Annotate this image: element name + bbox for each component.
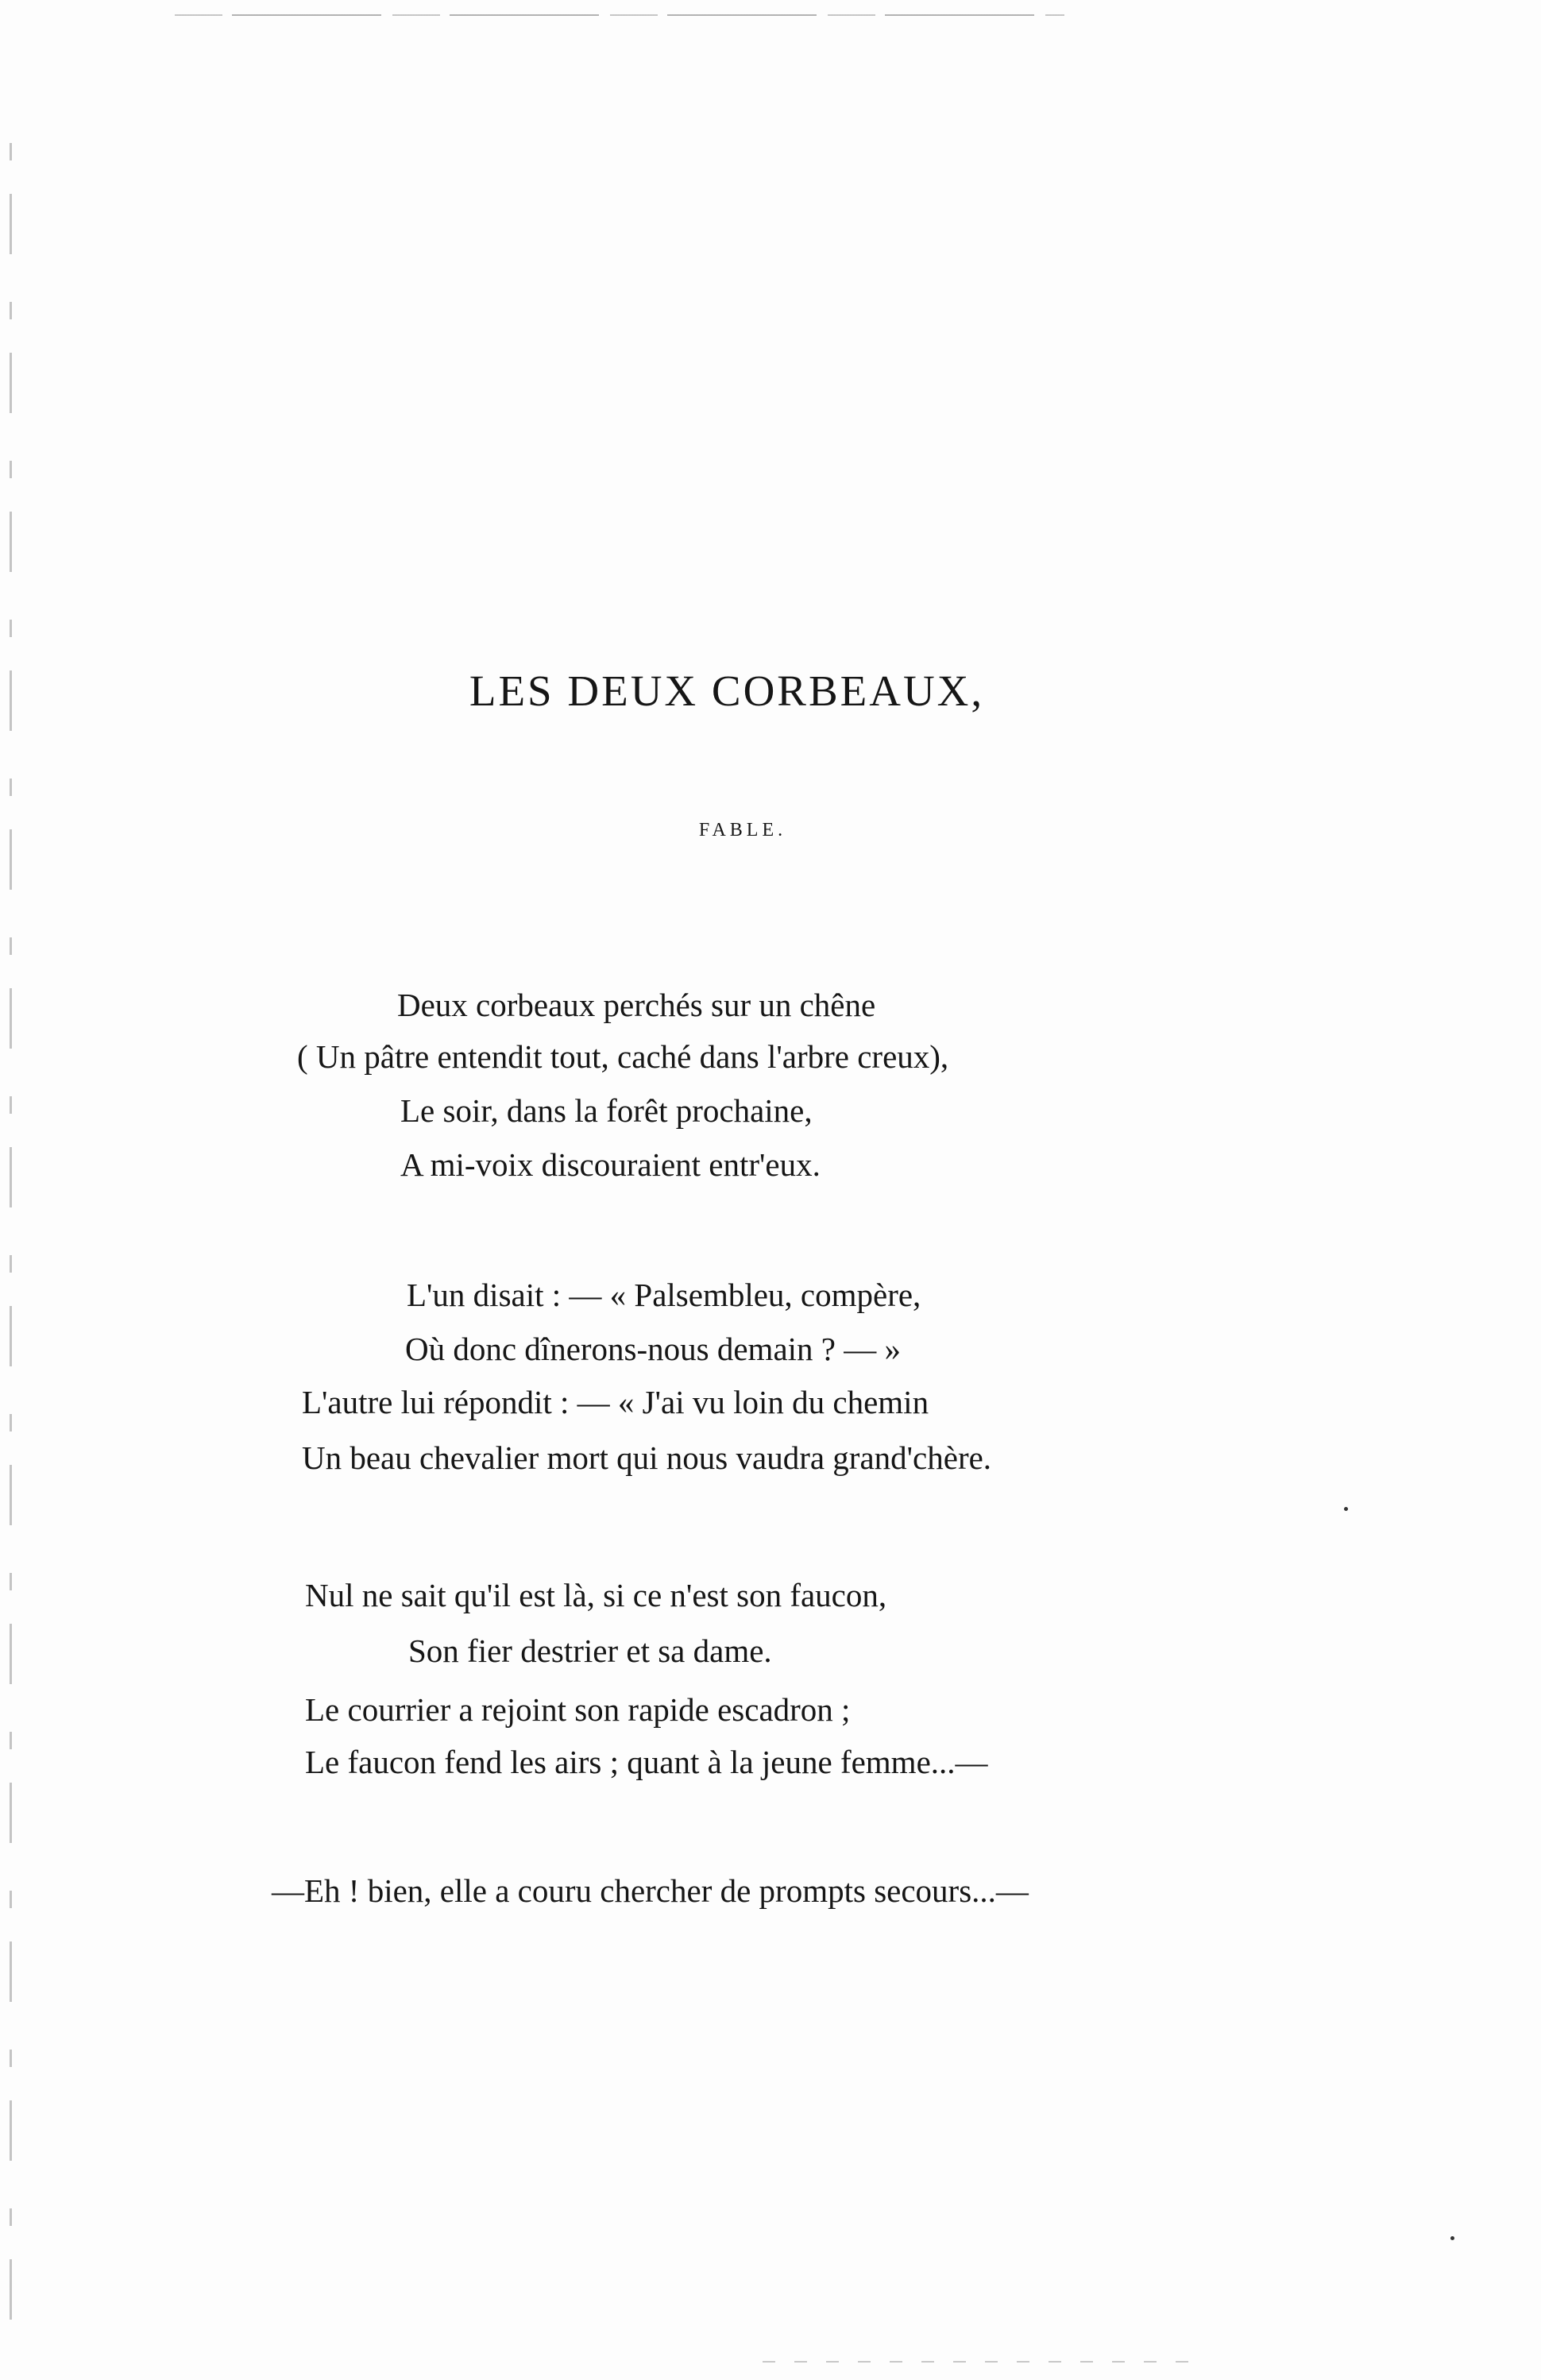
verse-line: —Eh ! bien, elle a couru chercher de prompts secours...—	[272, 1872, 1029, 1909]
poem-subtitle: FABLE.	[698, 820, 787, 840]
verse-line: Où donc dînerons-nous demain ? — »	[405, 1331, 901, 1367]
verse-line: A mi-voix discouraient entr'eux.	[400, 1146, 821, 1183]
verse-line: L'un disait : — « Palsembleu, compère,	[407, 1277, 921, 1313]
verse-line: Deux corbeaux perchés sur un chêne	[397, 987, 876, 1023]
verse-line: ( Un pâtre entendit tout, caché dans l'arbre creux),	[297, 1038, 949, 1075]
ink-speck	[1344, 1507, 1348, 1511]
ink-speck	[1450, 2236, 1454, 2240]
verse-line: Le faucon fend les airs ; quant à la jeune femme...—	[305, 1744, 988, 1780]
verse-line: Un beau chevalier mort qui nous vaudra grand'chère.	[302, 1439, 992, 1476]
scan-border-top	[175, 14, 1064, 16]
scan-border-bottom	[763, 2361, 1207, 2363]
verse-line: L'autre lui répondit : — « J'ai vu loin du chemin	[302, 1384, 929, 1420]
scan-gutter-left	[10, 143, 12, 2320]
poem-title: LES DEUX CORBEAUX,	[469, 666, 985, 715]
verse-line: Le courrier a rejoint son rapide escadron ;	[305, 1691, 851, 1728]
verse-line: Nul ne sait qu'il est là, si ce n'est son faucon,	[305, 1577, 887, 1613]
verse-line: Le soir, dans la forêt prochaine,	[400, 1092, 813, 1129]
verse-line: Son fier destrier et sa dame.	[408, 1632, 772, 1669]
